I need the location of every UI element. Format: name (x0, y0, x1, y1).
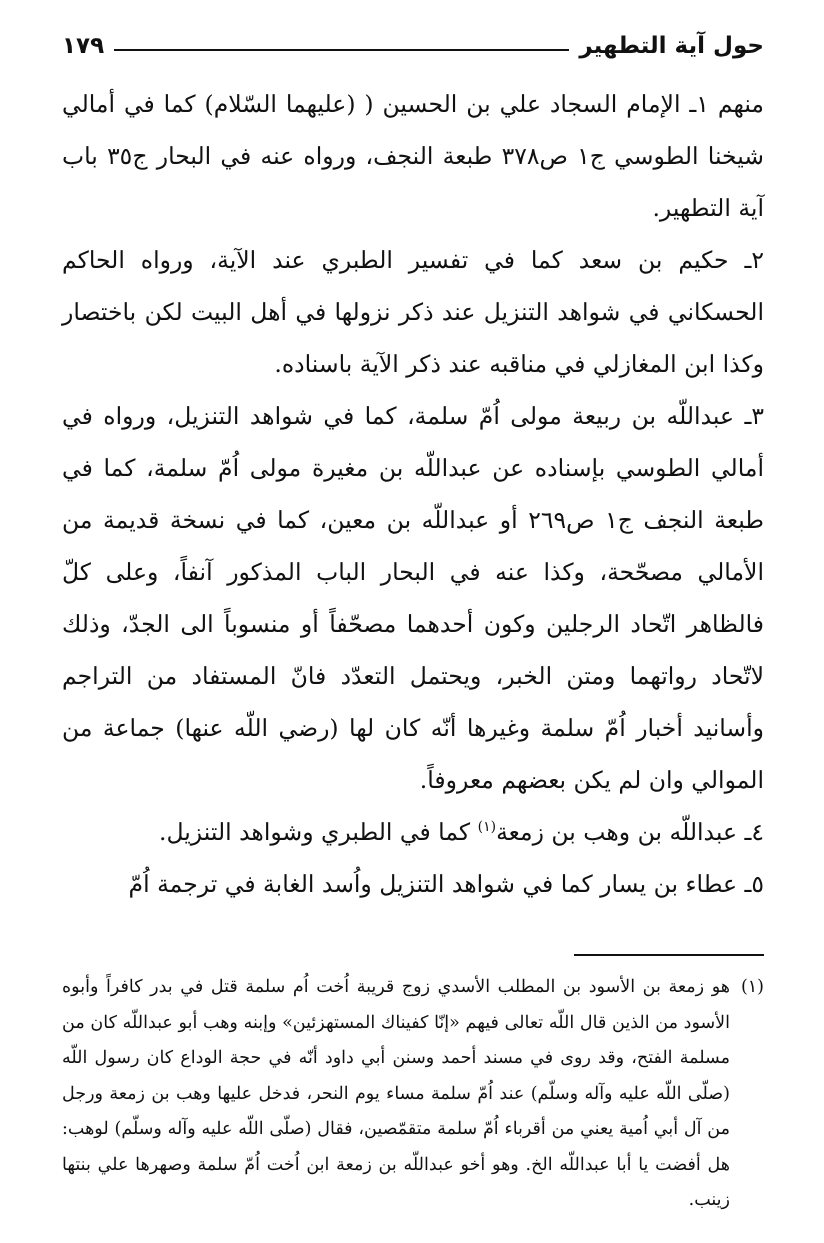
paragraph-4 (62, 806, 764, 858)
running-title: حول آية التطهير (579, 33, 764, 59)
footnote-reference[interactable]: (١) (477, 819, 497, 836)
paragraph-3: ٣ـ عبداللّه بن ربيعة مولى اُمّ سلمة، كما في شواهد التنزيل، ورواه في أمالي الطوسي بإسناده عن عبداللّه بن مغيرة مولى اُمّ سلمة، كما في طبعة النجف ج١ ص٢٦٩ أو عبداللّه بن معين، كما في نسخة قديمة من الأمالي مصحّحة، وكذا عنه في البحار الباب المذكور آنفاً، وعلى كلّ فالظاهر اتّحاد الرجلين وكون أحدهما مصحّفاً أو منسوباً الى الجدّ، وذلك لاتّحاد رواتهما ومتن الخبر، ويحتمل التعدّد فانّ المستفاد من التراجم وأسانيد أخبار اُمّ سلمة وغيرها أنّه كان لها (رضي اللّه عنها) جماعة من الموالي وان لم يكن بعضهم معروفاً. (62, 402, 764, 794)
paragraph-1: منهم ١ـ الإمام السجاد علي بن الحسين ( (عليهما السّلام) كما في أمالي شيخنا الطوسي ج١ ص٣٧٨ طبعة النجف، ورواه عنه في البحار ج٣٥ باب آية التطهير. (62, 90, 764, 222)
paragraph-5: ٥ـ عطاء بن يسار كما في شواهد التنزيل واُسد الغابة في ترجمة اُمّ (128, 870, 764, 898)
footnote-divider (574, 954, 764, 956)
footnote-1 (62, 970, 764, 1219)
body-text (62, 78, 764, 910)
paragraph-4-text: ٤ـ عبداللّه بن وهب بن زمعة (496, 818, 764, 846)
header-rule (114, 49, 569, 51)
book-page (62, 26, 764, 1219)
running-header (62, 26, 764, 66)
paragraph-4-continuation: كما في الطبري وشواهد التنزيل. (158, 818, 478, 846)
footnote-marker: (١) (740, 977, 764, 997)
footnote-text: هو زمعة بن الأسود بن المطلب الأسدي زوج قريبة اُخت اُم سلمة قتل في بدر كافراً وأبوه الأسود من الذين قال اللّه تعالى فيهم «إنّا كفيناك المستهزئين» وإبنه وهب أبو عبداللّه كان من مسلمة الفتح، وقد روى في مسند أحمد وسنن أبي داود أنّه في حجة الوداع كان رسول اللّه (صلّى اللّه عليه وآله وسلّم) عند اُمّ سلمة مساء يوم النحر، فدخل عليها وهب بن زمعة ورجل من آل أبي اُمية يعني من أقرباء اُمّ سلمة متقمّصين، فقال (صلّى اللّه عليه وآله وسلّم) لوهب: هل أفضت يا أبا عبداللّه الخ. وهو أخو عبداللّه بن زمعة ابن اُخت اُمّ سلمة وصهرها علي بنتها زينب. (62, 977, 730, 1210)
paragraph-2: ٢ـ حكيم بن سعد كما في تفسير الطبري عند الآية، ورواه الحاكم الحسكاني في شواهد التنزيل عند ذكر نزولها في أهل البيت لكن باختصار وكذا ابن المغازلي في مناقبه عند ذكر الآية باسناده. (62, 246, 764, 378)
page-number: ١٧٩ (62, 33, 105, 59)
